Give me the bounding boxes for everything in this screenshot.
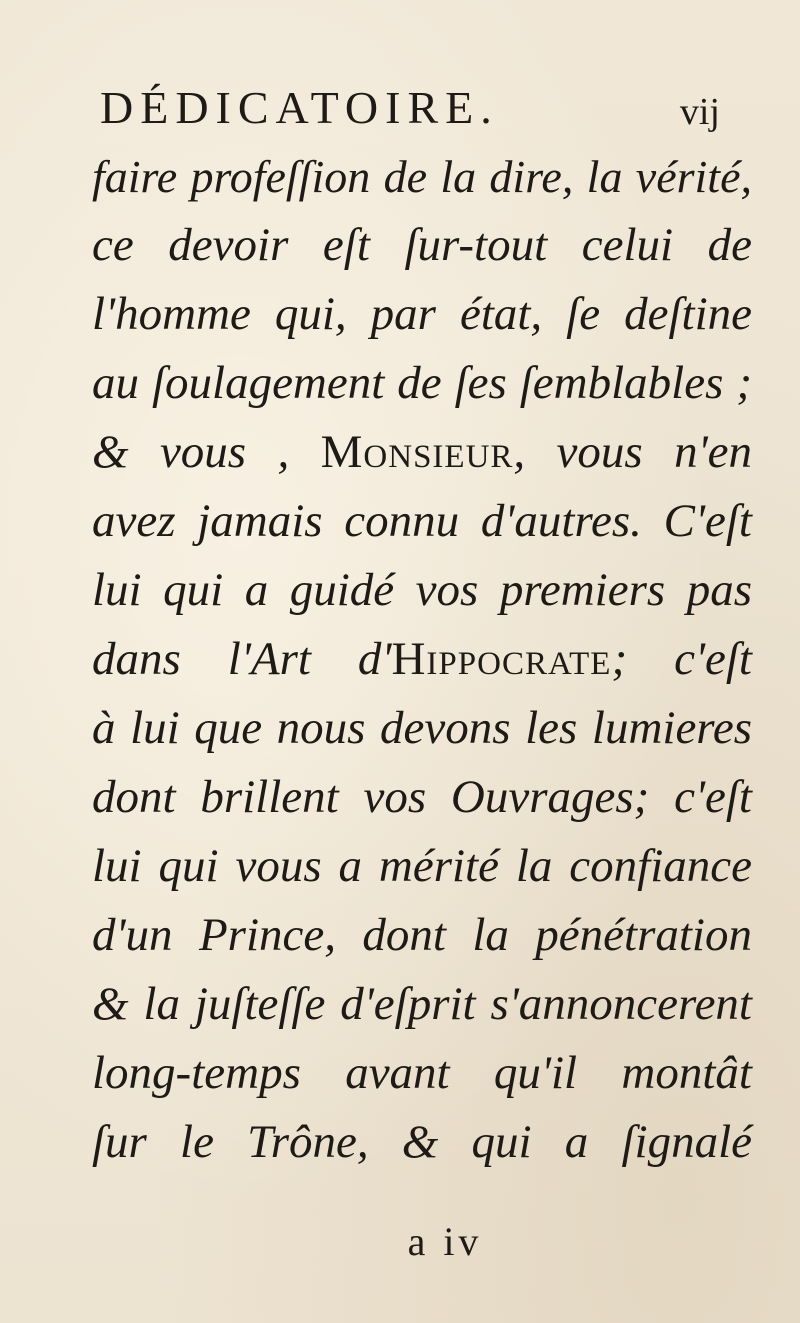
proper-name: Hippocrate <box>391 633 612 685</box>
addressee-name: Monsieur <box>320 426 514 478</box>
text-line: dont brillent vos Ouvrages; c'eſt <box>92 771 752 823</box>
page-number: vij <box>679 91 720 133</box>
body-text <box>92 142 752 1177</box>
text-line: lui qui a guidé vos premiers pas <box>92 564 752 616</box>
text-line: à lui que nous devons les lumieres <box>92 702 752 754</box>
text-line: l'homme qui, par état, ſe deſtine <box>92 288 752 340</box>
text-line: avez jamais connu d'autres. C'eſt <box>92 495 752 547</box>
text-line: ſur le Trône, & qui a ſignalé <box>92 1116 752 1168</box>
text-segment: , vous n'en <box>513 426 752 478</box>
text-segment: ; c'eſt <box>611 633 752 685</box>
text-segment: & vous , <box>92 426 321 478</box>
text-line <box>92 418 752 487</box>
text-line: ce devoir eſt ſur-tout celui de <box>92 219 752 271</box>
text-line: faire profeſſion de la dire, la vérité, <box>92 151 752 202</box>
text-line: & la juſteſſe d'eſprit s'annoncerent <box>92 978 752 1030</box>
page-title: DÉDICATOIRE. <box>100 82 499 133</box>
text-line: d'un Prince, dont la pénétration <box>92 909 752 961</box>
text-line: lui qui vous a mérité la confiance <box>92 840 752 892</box>
text-line: au ſoulagement de ſes ſemblables ; <box>92 357 752 409</box>
text-line: long-temps avant qu'il montât <box>92 1047 752 1099</box>
text-line <box>92 625 752 694</box>
text-segment: dans l'Art d' <box>92 633 392 685</box>
running-header <box>100 78 720 138</box>
signature-mark: a iv <box>407 1219 483 1264</box>
